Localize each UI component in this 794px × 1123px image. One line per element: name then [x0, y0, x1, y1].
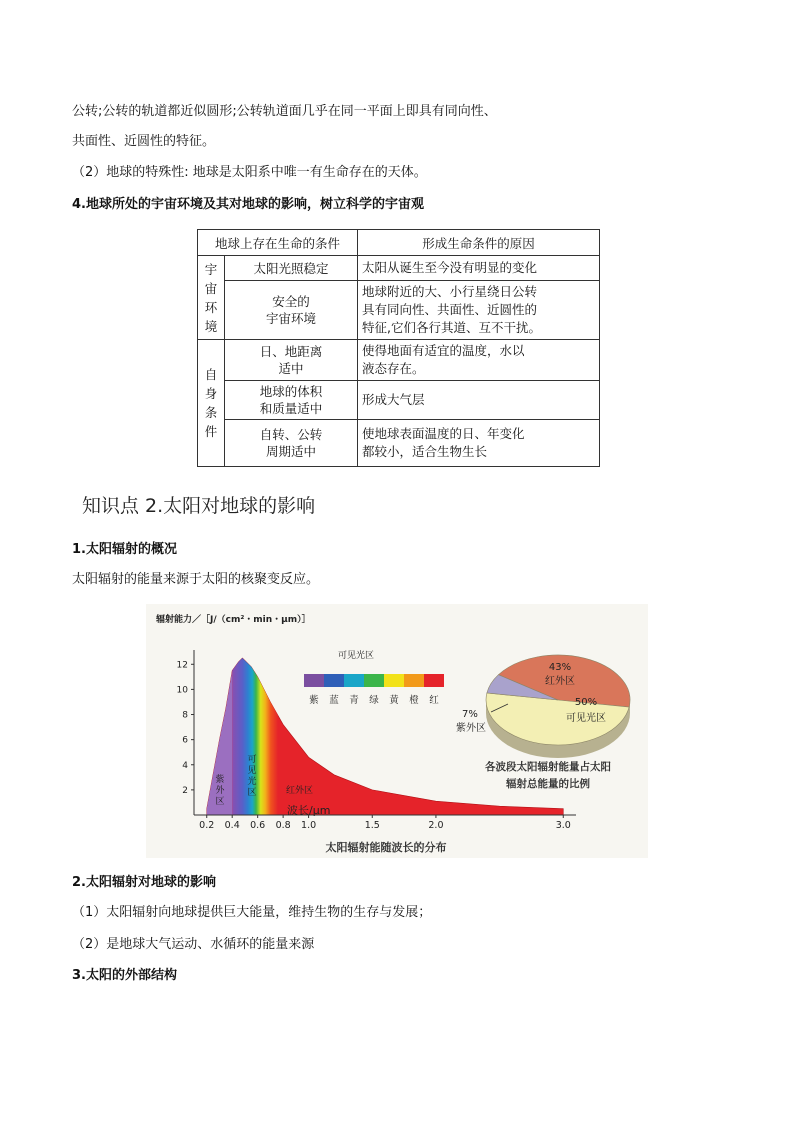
solar-radiation-figure — [146, 604, 648, 858]
x-tick-label: 0.6 — [250, 820, 266, 831]
paragraph-line: 太阳辐射的能量来源于太阳的核聚变反应。 — [72, 572, 320, 587]
reason-text: 特征,它们各行其道、互不干扰。 — [362, 320, 541, 335]
reason-cell — [358, 420, 600, 467]
reason-text: 形成大气层 — [362, 392, 425, 407]
y-tick-label: 8 — [182, 710, 188, 721]
paragraph-line: （2）地球的特殊性: 地球是太阳系中唯一有生命存在的天体。 — [72, 165, 427, 180]
knowledge-point-title: 知识点 2.太阳对地球的影响 — [82, 495, 316, 517]
condition-text: 太阳光照稳定 — [253, 260, 329, 276]
visible-legend-title: 可见光区 — [338, 651, 375, 661]
spectrum-caption: 太阳辐射能随波长的分布 — [325, 841, 447, 854]
reason-text: 地球附近的大、小行星绕日公转 — [362, 284, 538, 299]
pie-percent-label: 43% — [548, 662, 572, 673]
category-char: 条 — [204, 405, 218, 420]
spectrum-xlabel: 波长/μm — [287, 804, 331, 817]
x-tick-label: 0.2 — [199, 820, 215, 831]
color-name: 绿 — [369, 695, 379, 706]
condition-cell — [225, 420, 358, 467]
visible-region-char: 可 — [247, 755, 257, 765]
reason-text: 都较小，适合生物生长 — [362, 444, 488, 459]
color-name: 蓝 — [329, 695, 339, 706]
color-swatch — [404, 674, 424, 687]
reason-cell — [358, 381, 600, 420]
condition-cell — [225, 340, 358, 381]
y-tick-label: 2 — [182, 785, 188, 796]
x-tick-label: 0.4 — [224, 820, 240, 831]
color-legend — [304, 674, 444, 706]
condition-text: 日、地距离 — [259, 344, 323, 359]
visible-region-char: 区 — [247, 788, 257, 798]
y-tick-label: 10 — [176, 685, 188, 696]
solar-radiation-svg — [146, 604, 648, 858]
category-char: 宙 — [204, 280, 218, 296]
pie-slice-label: 紫外区 — [456, 723, 486, 734]
condition-text: 宇宙环境 — [265, 311, 316, 326]
condition-text: 安全的 — [272, 294, 310, 309]
list-item: （1）太阳辐射向地球提供巨大能量，维持生物的生存与发展； — [72, 905, 432, 920]
condition-text: 自转、公转 — [259, 427, 323, 442]
uv-region-char: 外 — [215, 786, 225, 796]
color-swatch — [344, 674, 364, 687]
category-char: 身 — [204, 386, 218, 401]
table-row — [198, 340, 600, 381]
reason-text: 太阳从诞生至今没有明显的变化 — [362, 260, 538, 275]
reason-cell — [358, 281, 600, 340]
pie-slice-label: 可见光区 — [566, 713, 606, 724]
category-cell — [198, 340, 225, 467]
y-tick-label: 4 — [182, 760, 188, 771]
category-char: 自 — [204, 367, 218, 382]
condition-cell — [225, 281, 358, 340]
y-tick-label: 12 — [176, 660, 188, 671]
energy-pie-chart — [456, 655, 630, 758]
reason-text: 具有同向性、共面性、近圆性的 — [362, 302, 538, 317]
ir-region-label: 红外区 — [286, 786, 314, 796]
pie-slice-label: 红外区 — [545, 676, 575, 687]
category-char: 件 — [204, 424, 218, 439]
x-tick-label: 2.0 — [428, 820, 444, 831]
condition-text: 地球的体积 — [259, 384, 323, 399]
color-name: 青 — [349, 695, 359, 706]
reason-text: 使地球表面温度的日、年变化 — [362, 426, 525, 441]
category-char: 境 — [204, 318, 218, 334]
subsection-heading: 2.太阳辐射对地球的影响 — [72, 875, 216, 890]
pie-percent-label: 50% — [574, 697, 598, 708]
reason-cell — [358, 256, 600, 281]
reason-text: 使得地面有适宜的温度，水以 — [362, 343, 525, 358]
visible-region-char: 见 — [247, 766, 257, 776]
color-name: 橙 — [409, 695, 419, 706]
category-cell — [198, 256, 225, 340]
table-row — [198, 420, 600, 467]
x-tick-label: 0.8 — [275, 820, 291, 831]
pie-caption-line: 各波段太阳辐射能量占太阳 — [485, 761, 611, 773]
x-tick-label: 1.0 — [301, 820, 317, 831]
table-row — [198, 281, 600, 340]
paragraph-line: 公转;公转的轨道都近似圆形;公转轨道面几乎在同一平面上即具有同向性、 — [72, 104, 497, 119]
condition-text: 和质量适中 — [259, 401, 323, 416]
y-tick-label: 6 — [182, 735, 188, 746]
x-tick-label: 1.5 — [364, 820, 380, 831]
color-swatch — [324, 674, 344, 687]
table-row — [198, 256, 600, 281]
uv-region-char: 紫 — [215, 775, 225, 785]
subsection-heading: 3.太阳的外部结构 — [72, 968, 177, 983]
category-char: 环 — [204, 299, 218, 315]
section-heading: 4.地球所处的宇宙环境及其对地球的影响，树立科学的宇宙观 — [72, 197, 424, 212]
condition-cell — [225, 256, 358, 281]
category-char: 宇 — [204, 261, 218, 277]
uv-region-char: 区 — [215, 797, 225, 807]
color-name: 紫 — [309, 695, 319, 706]
visible-region-char: 光 — [247, 777, 257, 787]
table-header-condition: 地球上存在生命的条件 — [198, 230, 358, 256]
condition-text: 周期适中 — [265, 444, 316, 459]
reason-text: 液态存在。 — [362, 361, 425, 376]
table-header-row — [198, 230, 600, 256]
color-swatch — [304, 674, 324, 687]
condition-text: 适中 — [278, 361, 304, 376]
pie-caption-line: 辐射总能量的比例 — [506, 778, 590, 790]
table-header-reason: 形成生命条件的原因 — [358, 230, 600, 256]
table-row — [198, 381, 600, 420]
color-swatch — [424, 674, 444, 687]
color-name: 黄 — [389, 695, 399, 706]
color-name: 红 — [429, 695, 439, 706]
paragraph-line: 共面性、近圆性的特征。 — [72, 134, 216, 149]
life-conditions-table — [197, 229, 600, 467]
spectrum-ylabel: 辐射能力／［J/（cm²・min・μm）］ — [156, 615, 311, 625]
x-tick-label: 3.0 — [555, 820, 571, 831]
condition-cell — [225, 381, 358, 420]
pie-percent-label: 7% — [462, 709, 478, 720]
color-swatch — [384, 674, 404, 687]
reason-cell — [358, 340, 600, 381]
subsection-heading: 1.太阳辐射的概况 — [72, 542, 177, 557]
color-swatch — [364, 674, 384, 687]
list-item: （2）是地球大气运动、水循环的能量来源 — [72, 937, 315, 952]
